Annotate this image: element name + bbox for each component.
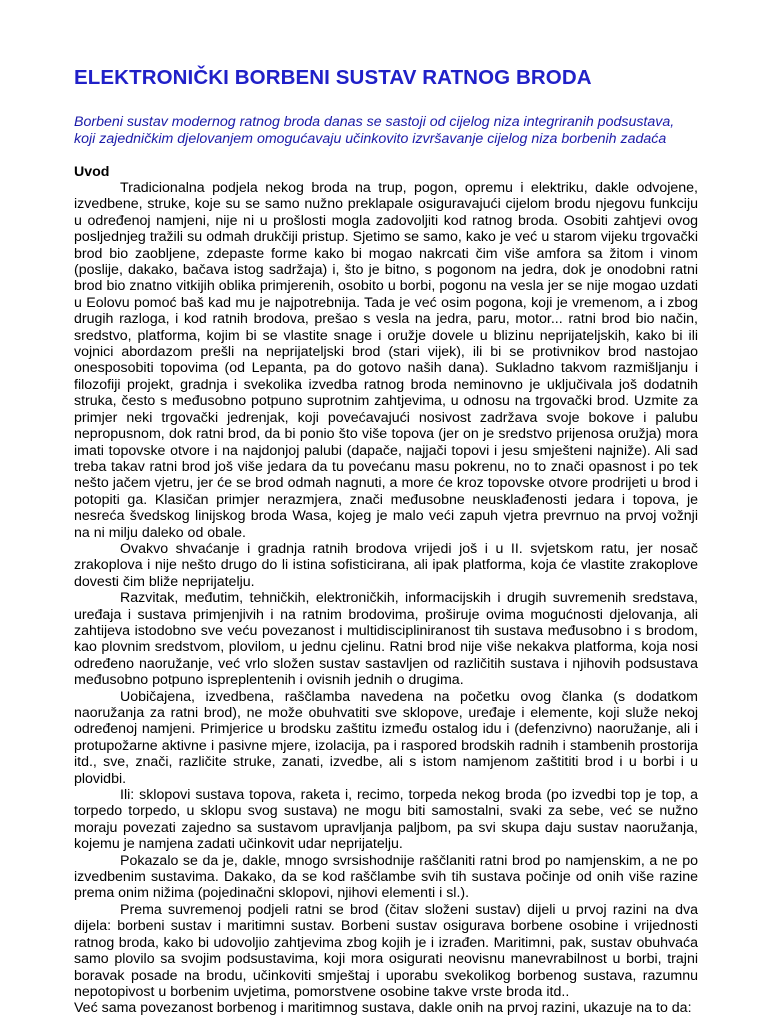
paragraph: Ili: sklopovi sustava topova, raketa i, recimo, torpeda nekog broda (po izvedbi top je top, a torpedo torpedo, u sklopu svog sustava) ne mogu biti samostalni, svaki za sebe, već se nužno moraju povezati zajedno sa sustavom upravljanja paljbom, pa svi skupa daju sustav naoružanja, kojemu je namjena zadati učinkovit udar neprijatelju. [74,787,698,853]
paragraph: Razvitak, međutim, tehničkih, elektroničkih, informacijskih i drugih suvremenih sredstava, uređaja i sustava primjenjivih i na ratnim brodovima, proširuje ovima mogućnosti djelovanja, ali zahtijeva istodobno sve veću povezanost i multidiscipliniranost tih sustava međusobno i s brodom, kao plovnim sredstvom, plovilom, u jednu cjelinu. Ratni brod nije više nekakva platforma, koja nosi određeno naoružanje, već vrlo složen sustav sastavljen od različitih sustava i njihovih podsustava međusobno potpuno ispreplentenih i ovisnih jednih o drugima. [74,590,698,689]
paragraph: Uobičajena, izvedbena, raščlamba navedena na početku ovog članka (s dodatkom naoružanja za ratni brod), ne može obuhvatiti sve sklopove, uređaje i elemente, koji služe nekoj određenoj namjeni. Primjerice u brodsku zaštitu između ostalog idu i (defenzivno) naoružanje, ali i protupožarne aktivne i pasivne mjere, izolacija, pa i raspored brodskih radnih i stambenih prostorija itd., sve, znači, različite struke, zanati, izvedbe, ali s istom namjenom zaštititi brod i u borbi i u plovidbi. [74,688,698,787]
paragraph: Prema suvremenoj podjeli ratni se brod (čitav složeni sustav) dijeli u prvoj razini na dva dijela: borbeni sustav i maritimni sustav. Borbeni sustav osigurava borbene osobine i vrijednosti ratnog broda, kako bi udovoljio zahtjevima zbog kojih je i izrađen. Maritimni, pak, sustav obuhvaća samo plovilo sa svojim podsustavima, koji mora osigurati neovisnu manevrabilnost u borbi, trajni boravak posade na brodu, učinkoviti smještaj i uporabu svekolikog borbenog sustava, razumnu nepotopivost u borbenim uvjetima, pomorstvene osobine takve vrste broda itd.. [74,901,698,1000]
closing-line: Već sama povezanost borbenog i maritimnog sustava, dakle onih na prvoj razini, ukazuje na to da: [74,1000,692,1017]
section-heading: Uvod [74,164,110,180]
paragraph: Ovakvo shvaćanje i gradnja ratnih brodova vrijedi još i u II. svjetskom ratu, jer nosač zrakoplova i nije nešto drugo do li istina sofisticirana, ali ipak platforma, koja će vlastite zrakoplove dovesti čim bliže neprijatelju. [74,540,698,590]
page-title: ELEKTRONIČKI BORBENI SUSTAV RATNOG BRODA [74,66,592,89]
paragraph: Pokazalo se da je, dakle, mnogo svrsishodnije raščlaniti ratni brod po namjenskim, a ne po izvedbenim sustavima. Dakako, da se kod raščlambe svih tih sustava počinje od onih više razine prema onim nižima (pojedinačni sklopovi, njihovi elementi i sl.). [74,852,698,902]
paragraph: Tradicionalna podjela nekog broda na trup, pogon, opremu i elektriku, dakle odvojene, izvedbene, struke, koje su se samo nužno preklapale osiguravajući cijelom brodu njegovu funkciju u određenoj namjeni, nije ni u prošlosti mogla zadovoljiti kod ratnog broda. Osobiti zahtjevi ovog posljednjeg tražili su odmah drukčiji pristup. Sjetimo se samo, kako je već u starom vijeku trgovački brod bio zaobljene, zdepaste forme kako bi mogao nakrcati čim više amfora sa žitom i vinom (poslije, dakako, bačava istog sadržaja) i, što je bitno, s pogonom na jedra, dok je onodobni ratni brod bio znatno vitkijih oblika primjerenih, osobito u borbi, pogonu na vesla jer se nije mogao uzdati u Eolovu pomoć baš kad mu je najpotrebnija. Tada je već osim pogona, koji je vremenom, a i zbog drugih razloga, i kod ratnih brodova, prešao s vesla na jedra, paru, motor... ratni brod bio način, sredstvo, platforma, kojim bi se vlastite snage i oružje dovele u blizinu neprijateljskih, kako bi ili vojnici abordazom prešli na neprijateljski brod (stari vijek), ili bi se protivnikov brod nastojao onesposobiti topovima (od Lepanta, pa do gotovo naših dana). Sukladno takvom razmišljanju i filozofiji projekt, gradnja i svekolika izvedba ratnog broda neminovno je uključivala još dodatnih struka, često s međusobno potpuno suprotnim zahtjevima, u odnosu na trgovački brod. Uzmite za primjer neki trgovački jedrenjak, koji povećavajući nosivost zadržava svoje bokove i palubu nepropusnom, dok ratni brod, da bi ponio što više topova (jer on je sredstvo prijenosa oružja) mora imati topovske otvore i na najdonjoj palubi (dapače, najjači topovi i jesu smješteni najniže). Ali sad treba takav ratni brod još više jedara da tu povećanu masu pokrenu, no to znači opasnost i po tek nešto jačem vjetru, jer će se brod odmah nagnuti, a more će kroz topovske otvore prodrijeti u brod i potopiti ga. Klasičan primjer nerazmjera, znači međusobne neusklađenosti jedara i topova, je nesreća švedskog linijskog broda Wasa, kojeg je malo veći zapuh vjetra prevrnuo na prvoj vožnji na ni milju daleko od obale. [74,180,698,541]
article-subtitle: Borbeni sustav modernog ratnog broda danas se sastoji od cijelog niza integriranih podsustava, koji zajedničkim djelovanjem omogućavaju učinkovito izvršavanje cijelog niza borbenih zadaća [74,114,675,147]
